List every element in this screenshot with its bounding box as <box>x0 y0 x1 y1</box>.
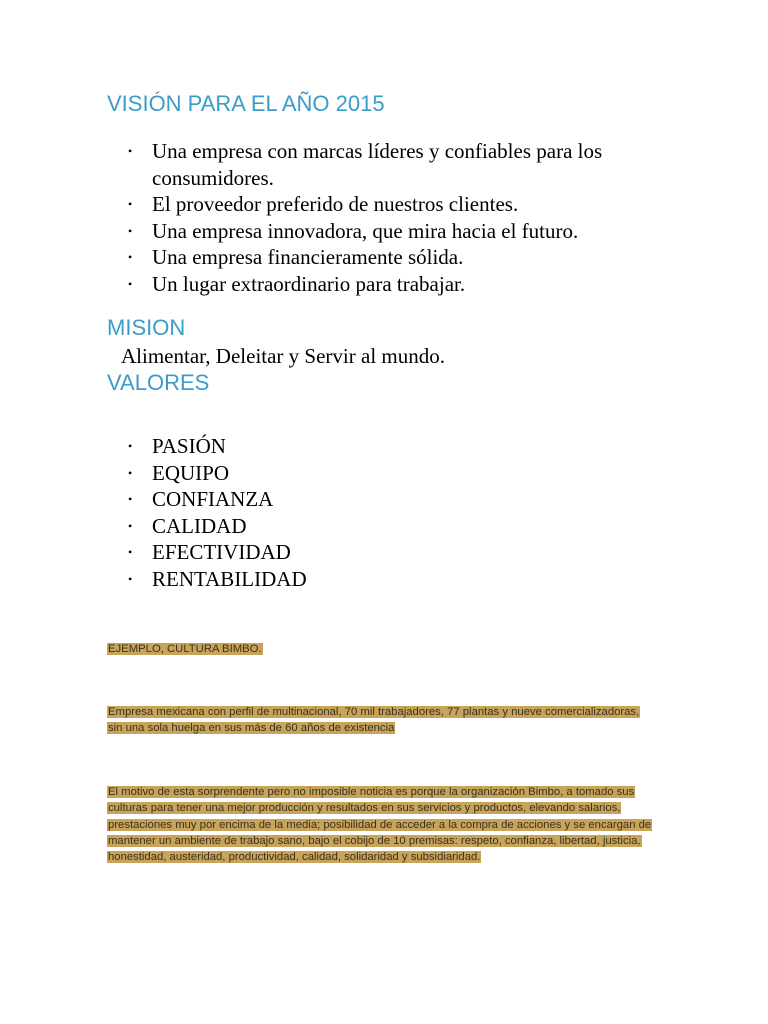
vision-item: • Una empresa financieramente sólida. <box>152 244 672 271</box>
value-item: • CALIDAD <box>152 513 307 540</box>
mission-text: Alimentar, Deleitar y Servir al mundo. <box>121 344 445 368</box>
value-item: • RENTABILIDAD <box>152 566 307 593</box>
value-item: • EFECTIVIDAD <box>152 539 307 566</box>
mission-heading: MISION <box>107 315 186 340</box>
example-paragraph-1 <box>107 704 652 737</box>
vision-heading: VISIÓN PARA EL AÑO 2015 <box>107 91 385 116</box>
example-title-text: EJEMPLO, CULTURA BIMBO. <box>108 643 262 655</box>
example-paragraph-1-text: Empresa mexicana con perfil de multinacional, 70 mil trabajadores, 77 plantas y nueve comercializadoras, sin una sola huelga en sus más de 60 años de existencia <box>108 706 640 735</box>
example-title <box>107 641 652 657</box>
vision-item: • Una empresa innovadora, que mira hacia el futuro. <box>152 218 672 245</box>
example-paragraph-2 <box>107 784 667 865</box>
example-paragraph-2-text: El motivo de esta sorprendente pero no imposible noticia es porque la organización Bimbo, a tomado sus culturas para tener una mejor producción y resultados en sus servicios y productos, elevando salarios, prestaciones muy por encima de la media; posibilidad de acceder a la compra de acciones y se encargan de mantener un ambiente de trabajo sano, bajo el cobijo de 10 premisas: respeto, confianza, libertad, justicia, honestidad, austeridad, productividad, calidad, solidaridad y subsidiaridad. <box>108 786 652 864</box>
vision-item: • Un lugar extraordinario para trabajar. <box>152 271 672 298</box>
value-item: • PASIÓN <box>152 433 307 460</box>
values-heading: VALORES <box>107 370 210 395</box>
value-item: • CONFIANZA <box>152 486 307 513</box>
vision-list <box>152 138 672 297</box>
values-list <box>152 433 307 592</box>
value-item: • EQUIPO <box>152 460 307 487</box>
vision-item: • Una empresa con marcas líderes y confiables para los consumidores. <box>152 138 672 191</box>
vision-item: • El proveedor preferido de nuestros clientes. <box>152 191 672 218</box>
